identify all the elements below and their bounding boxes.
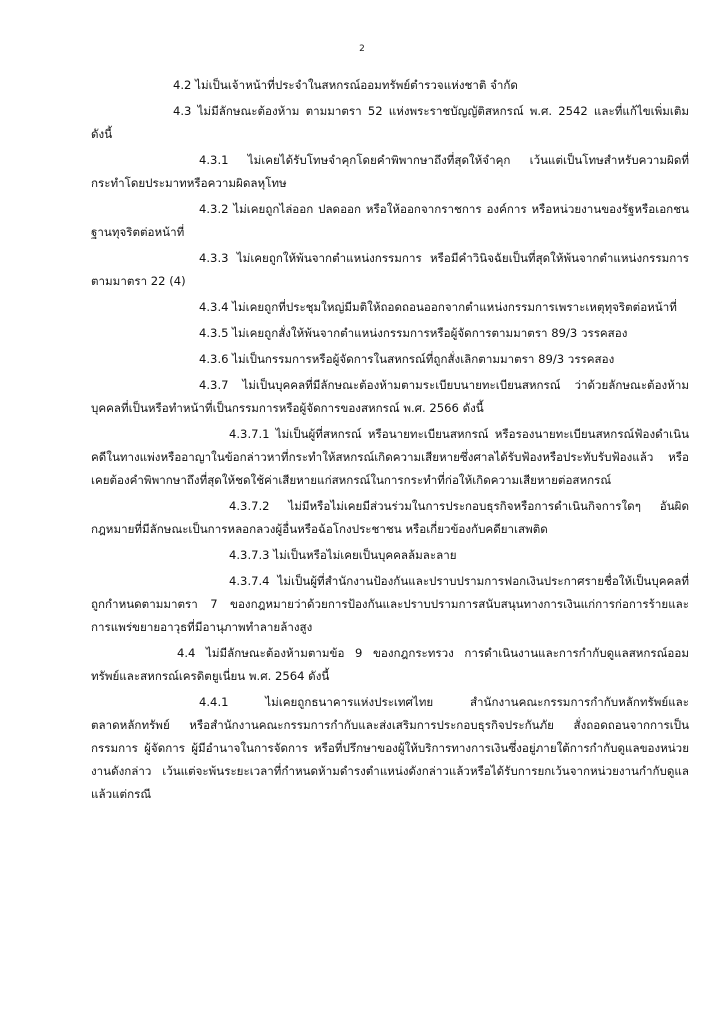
clause-4-3-1: 4.3.1 ไม่เคยได้รับโทษจำคุกโดยคำพิพากษาถึงที่สุดให้จำคุก เว้นแต่เป็นโทษสำหรับความผิดที่กระทำโดยประมาทหรือความผิดลหุโทษ [91, 153, 689, 190]
clause-4-3-7-4: 4.3.7.4 ไม่เป็นผู้ที่สำนักงานป้องกันและปราบปรามการฟอกเงินประกาศรายชื่อให้เป็นบุคคลที่ถูกกำหนดตามมาตรา 7 ของกฎหมายว่าด้วยการป้องกันและปราบปรามการสนับสนุนทางการเงินแก่การก่อการร้ายและการแพร่ขยายอาวุธที่มีอานุภาพทำลายล้างสูง [91, 574, 689, 634]
clause-4-2: 4.2 ไม่เป็นเจ้าหน้าที่ประจำในสหกรณ์ออมทรัพย์ตำรวจแห่งชาติ จำกัด [173, 78, 518, 92]
clause-4-3-4: 4.3.4 ไม่เคยถูกที่ประชุมใหญ่มีมติให้ถอดถอนออกจากตำแหน่งกรรมการเพราะเหตุทุจริตต่อหน้าที่ [199, 300, 677, 314]
page-number: 2 [359, 44, 365, 54]
clause-4-3-3: 4.3.3 ไม่เคยถูกให้พ้นจากตำแหน่งกรรมการ หรือมีคำวินิจฉัยเป็นที่สุดให้พ้นจากตำแหน่งกรรมการ ตามมาตรา 22 (4) [91, 251, 689, 288]
clause-4-3-7-1: 4.3.7.1 ไม่เป็นผู้ที่สหกรณ์ หรือนายทะเบียนสหกรณ์ หรือรองนายทะเบียนสหกรณ์ฟ้องดำเนินคดีในทางแพ่งหรืออาญาในข้อกล่าวหาที่กระทำให้สหกรณ์เกิดความเสียหายซึ่งศาลได้รับฟ้องหรือประทับรับฟ้องแล้ว หรือเคยต้องคำพิพากษาถึงที่สุดให้ชดใช้ค่าเสียหายแก่สหกรณ์ในการกระทำที่ก่อให้เกิดความเสียหายต่อสหกรณ์ [91, 427, 689, 487]
document-body [91, 74, 689, 809]
clause-4-3-2: 4.3.2 ไม่เคยถูกไล่ออก ปลดออก หรือให้ออกจากราชการ องค์การ หรือหน่วยงานของรัฐหรือเอกชน ฐานทุจริตต่อหน้าที่ [91, 202, 689, 239]
clause-4-3-7-2: 4.3.7.2 ไม่มีหรือไม่เคยมีส่วนร่วมในการประกอบธุรกิจหรือการดำเนินกิจการใดๆ อันผิดกฎหมายที่มีลักษณะเป็นการหลอกลวงผู้อื่นหรือฉ้อโกงประชาชน หรือเกี่ยวข้องกับคดียาเสพติด [91, 499, 689, 536]
clause-4-3: 4.3 ไม่มีลักษณะต้องห้าม ตามมาตรา 52 แห่งพระราชบัญญัติสหกรณ์ พ.ศ. 2542 และที่แก้ไขเพิ่มเติม ดังนี้ [91, 104, 689, 141]
clause-4-3-7: 4.3.7 ไม่เป็นบุคคลที่มีลักษณะต้องห้ามตามระเบียบนายทะเบียนสหกรณ์ ว่าด้วยลักษณะต้องห้ามบุคคลที่เป็นหรือทำหน้าที่เป็นกรรมการหรือผู้จัดการของสหกรณ์ พ.ศ. 2566 ดังนี้ [91, 378, 689, 415]
clause-4-4: 4.4 ไม่มีลักษณะต้องห้ามตามข้อ 9 ของกฎกระทรวง การดำเนินงานและการกำกับดูแลสหกรณ์ออมทรัพย์และสหกรณ์เครดิตยูเนี่ยน พ.ศ. 2564 ดังนี้ [91, 646, 689, 683]
clause-4-3-5: 4.3.5 ไม่เคยถูกสั่งให้พ้นจากตำแหน่งกรรมการหรือผู้จัดการตามมาตรา 89/3 วรรคสอง [199, 326, 628, 340]
clause-4-3-7-3: 4.3.7.3 ไม่เป็นหรือไม่เคยเป็นบุคคลล้มละลาย [229, 548, 457, 562]
clause-4-3-6: 4.3.6 ไม่เป็นกรรมการหรือผู้จัดการในสหกรณ์ที่ถูกสั่งเลิกตามมาตรา 89/3 วรรคสอง [199, 352, 615, 366]
clause-4-4-1: 4.4.1 ไม่เคยถูกธนาคารแห่งประเทศไทย สำนักงานคณะกรรมการกำกับหลักทรัพย์และตลาดหลักทรัพย์ หรือสำนักงานคณะกรรมการกำกับและส่งเสริมการประกอบธุรกิจประกันภัย สั่งถอดถอนจากการเป็นกรรมการ ผู้จัดการ ผู้มีอำนาจในการจัดการ หรือที่ปรึกษาของผู้ให้บริการทางการเงินซึ่งอยู่ภายใต้การกำกับดูแลของหน่วยงานดังกล่าว เว้นแต่จะพ้นระยะเวลาที่กำหนดห้ามดำรงตำแหน่งดังกล่าวแล้วหรือได้รับการยกเว้นจากหน่วยงานกำกับดูแล แล้วแต่กรณี [91, 695, 689, 801]
